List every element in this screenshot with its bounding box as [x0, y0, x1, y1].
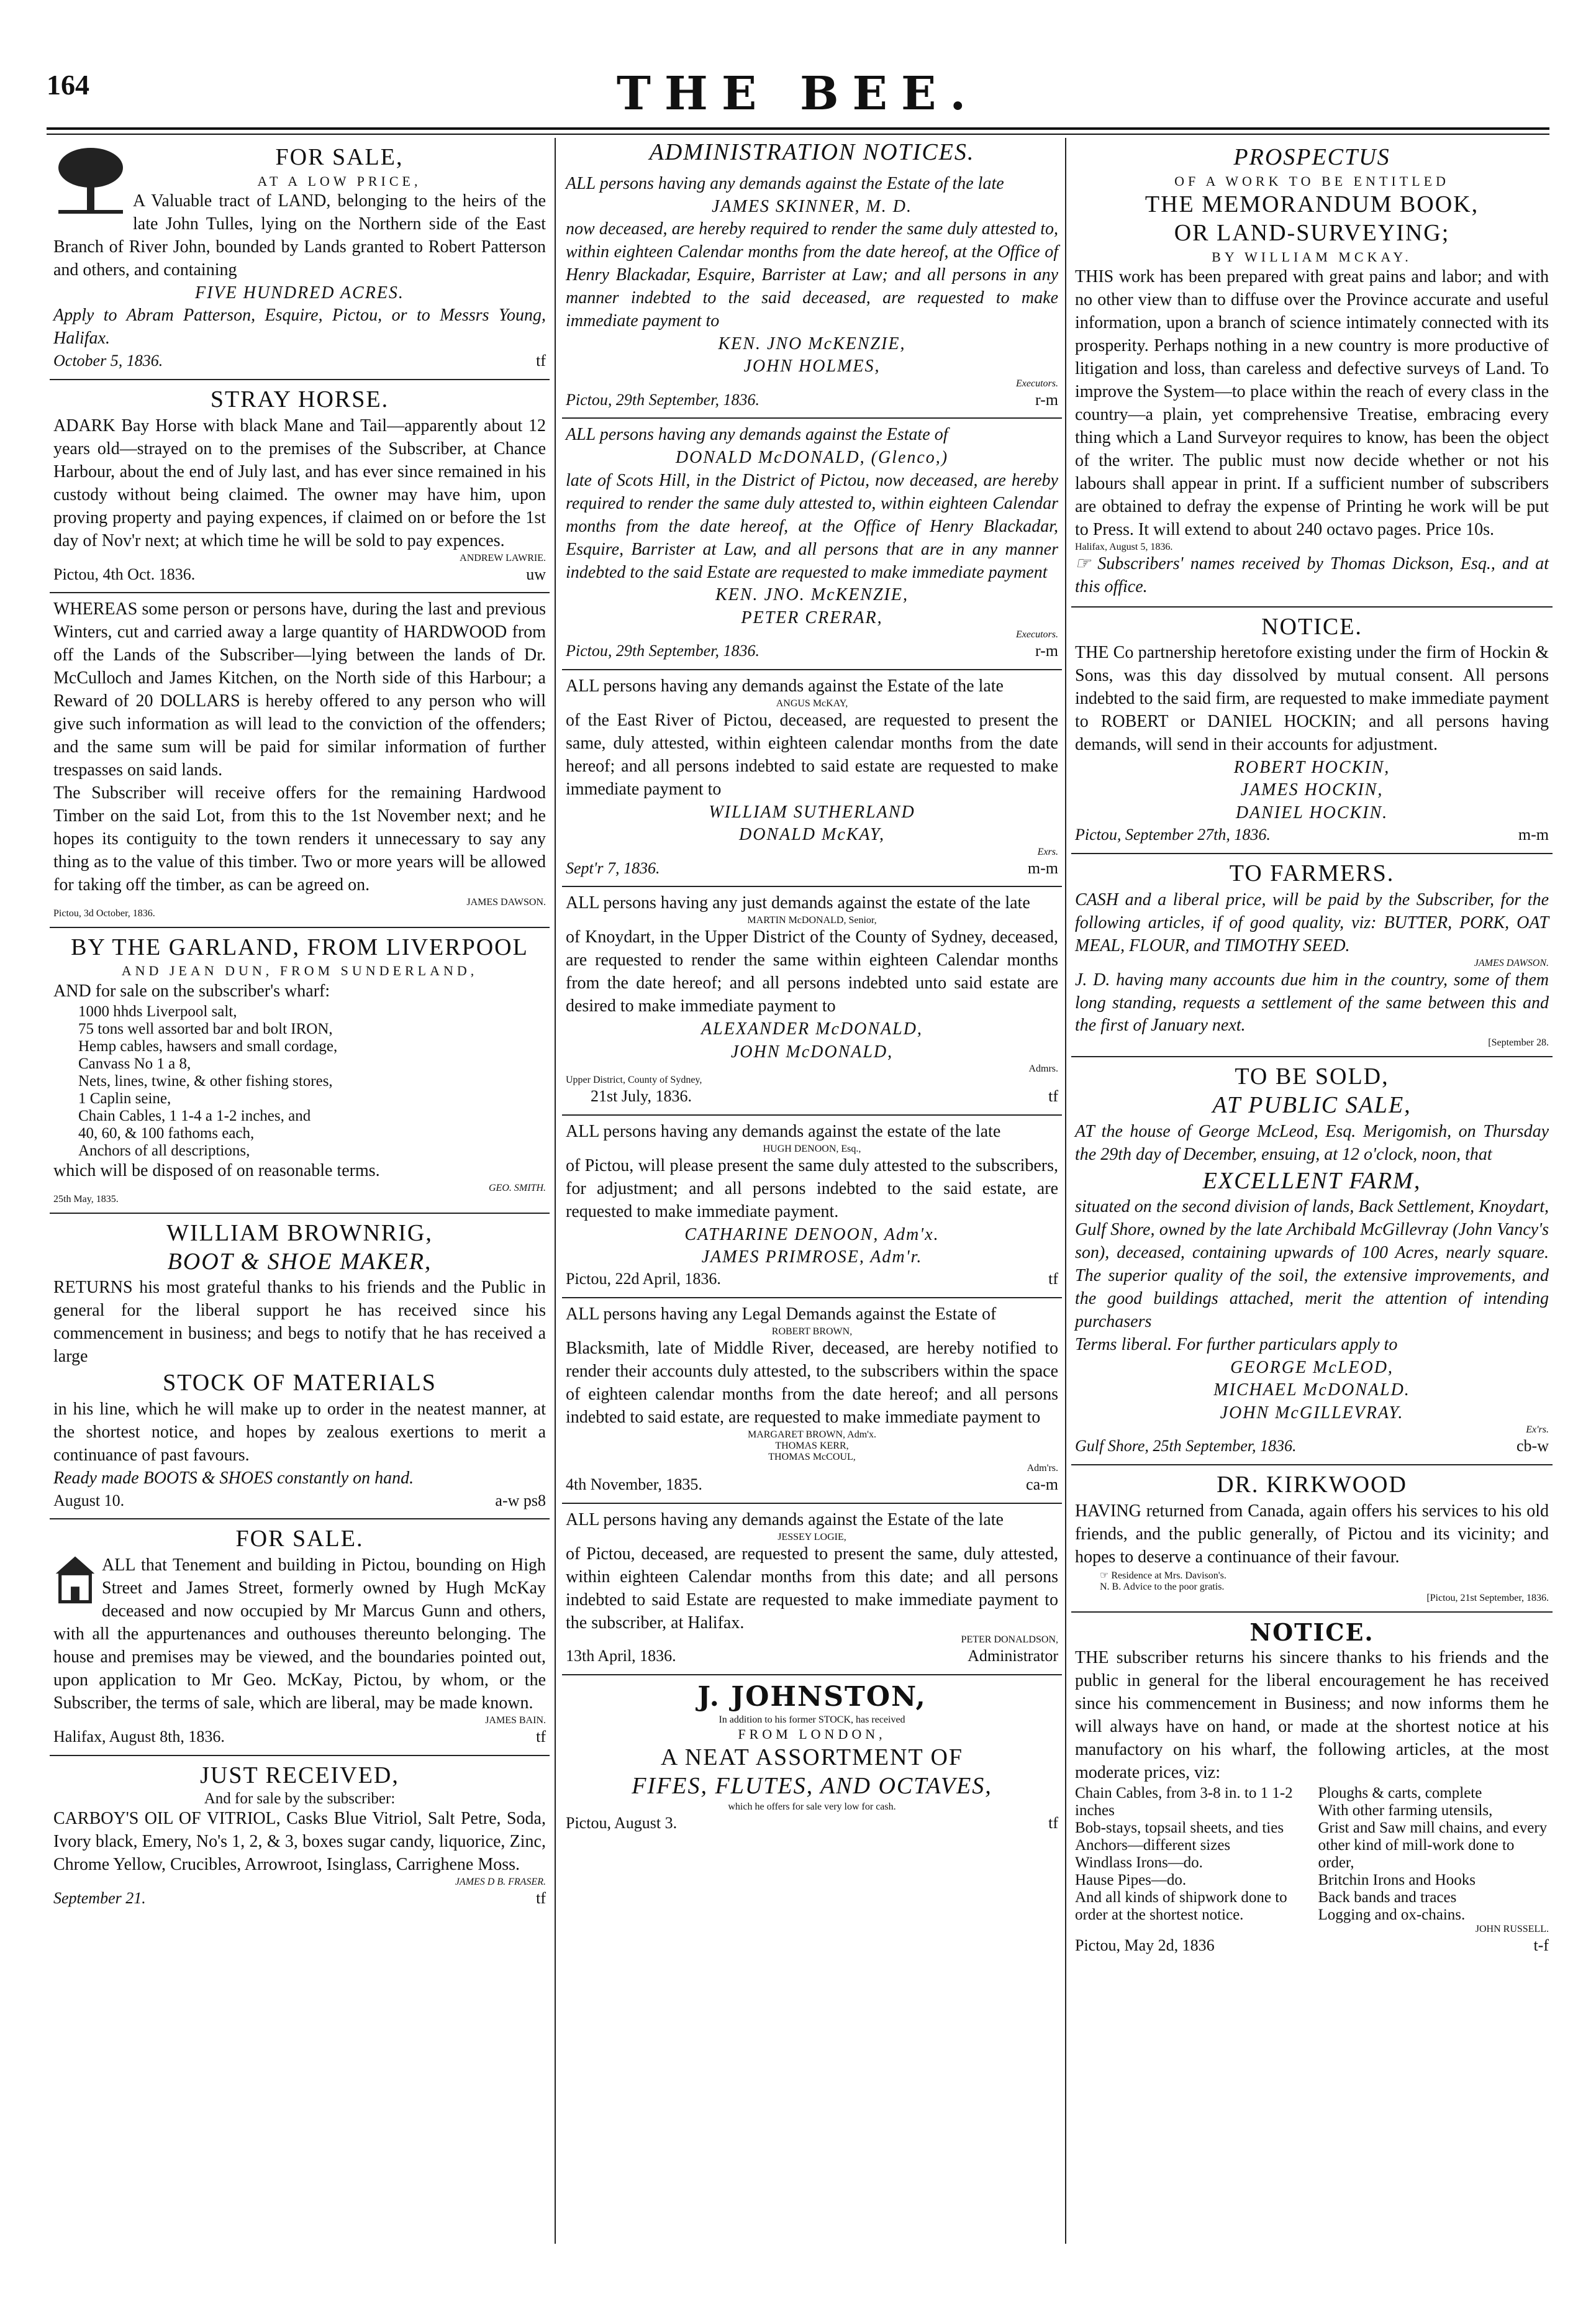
mark: tf — [1048, 1086, 1058, 1105]
signer: ANDREW LAWRIE. — [460, 552, 546, 563]
date: Pictou, 29th September, 1836. — [566, 642, 759, 660]
body-text: WHEREAS some person or persons have, during the last and previous Winters, cut and carried away a large quantity of HARDWOOD from off the Lands of the Subscriber—lying between the lands of Dr. McCulloch and James Kitchen, on the North side of this Harbour; a Reward of 20 DOLLARS is hereby offered to any person who will give such information as will lead to the conviction of the offenders; and the same sum will be paid for similar information of further trespasses on said lands. — [53, 599, 546, 780]
body-text-2: which he offers for sale very low for cash. — [728, 1801, 896, 1812]
list-item: Grist and Saw mill chains, and every other kind of mill-work done to order, — [1318, 1819, 1548, 1871]
heading: DR. KIRKWOOD — [1217, 1472, 1407, 1498]
partner: JAMES HOCKIN, — [1240, 780, 1384, 800]
ad-notice-russell — [1071, 1613, 1553, 1964]
intro: ALL persons having any demands against the Estate of the late — [566, 676, 1004, 696]
ad-garland — [50, 928, 550, 1214]
date: Pictou, August 3. — [566, 1813, 678, 1832]
date: [September 28. — [1488, 1037, 1549, 1049]
body-text: ADARK Bay Horse with black Mane and Tail—apparently about 12 years old—strayed on to the premises of the Subscriber, at Chance Harbour, about the end of July last, and has ever since remained in his custody without being claimed. The owner may have him, upon proving property and paying expences, if claimed on or before the 1st day of Nov'r next; at which time he will be sold to pay expences. — [53, 416, 546, 550]
heading: NOTICE. — [1249, 1618, 1374, 1646]
signer: GEO. SMITH. — [489, 1182, 546, 1193]
apply-text: Apply to Abram Patterson, Esquire, Pictou, or to Messrs Young, Halifax. — [53, 306, 546, 348]
list-item: Chain Cables, from 3-8 in. to 1 1-2 inches — [1075, 1784, 1293, 1819]
mark: m-m — [1027, 858, 1058, 877]
column-divider — [1065, 138, 1066, 2244]
list-item: Bob-stays, topsail sheets, and ties — [1075, 1819, 1284, 1836]
date: 13th April, 1836. — [566, 1647, 676, 1665]
intro: ALL persons having any demands against the Estate of — [566, 425, 948, 445]
role: Executors. — [1016, 629, 1058, 640]
executor: JOHN McGILLEVRAY. — [1220, 1403, 1404, 1423]
mark: tf — [536, 1889, 546, 1908]
list-item: With other farming utensils, — [1318, 1801, 1493, 1819]
list-item: Britchin Irons and Hooks — [1318, 1871, 1476, 1888]
role: Admrs. — [1028, 1063, 1058, 1074]
partner: ROBERT HOCKIN, — [1233, 758, 1390, 778]
role: Administrator — [968, 1647, 1058, 1665]
author: BY WILLIAM MCKAY. — [1212, 248, 1412, 265]
role: Ex'rs. — [1526, 1424, 1549, 1436]
notice-mckay — [562, 670, 1062, 887]
ad-whereas — [50, 593, 550, 927]
page-number: 164 — [47, 69, 89, 101]
mark: a-w ps8 — [495, 1491, 546, 1509]
date: Pictou, 22d April, 1836. — [566, 1270, 721, 1288]
deceased-name: MARTIN McDONALD, Senior, — [747, 915, 877, 926]
date: Pictou, September 27th, 1836. — [1075, 826, 1271, 844]
deceased-name: ROBERT BROWN, — [771, 1326, 853, 1337]
executor: JAMES PRIMROSE, Adm'r. — [701, 1247, 923, 1267]
mark: tf — [1048, 1270, 1058, 1288]
list-item: 40, 60, & 100 fathoms each, — [78, 1125, 255, 1142]
ad-prospectus — [1071, 138, 1553, 608]
executor: MARGARET BROWN, Adm'x. — [747, 1429, 877, 1440]
intro: AND for sale on the subscriber's wharf: — [53, 981, 330, 1001]
intro: ALL persons having any demands against the Estate of the late — [566, 1509, 1004, 1529]
ad-johnston — [562, 1675, 1062, 1841]
terms: Terms liberal. For further particulars apply to — [1075, 1335, 1398, 1355]
ad-notice-hockin — [1071, 608, 1553, 854]
list-item: Hemp cables, hawsers and small cordage, — [78, 1038, 338, 1055]
list-item: Anchors of all descriptions, — [78, 1142, 250, 1160]
body-text: HAVING returned from Canada, again offers his services to his old friends, and the public generally, of Pictou and its vicinity; and hopes to deserve a continuance of their favour. — [1075, 1501, 1549, 1567]
executor: ALEXANDER McDONALD, — [701, 1019, 923, 1039]
ad-for-sale-land — [50, 138, 550, 380]
heading: PROSPECTUS — [1233, 144, 1390, 170]
body-text: of Pictou, deceased, are requested to present the same, duly attested, within eighteen Calendar months from this date; and all persons indebted to said Estate are requested to make immediate payment to the subscriber, at Halifax. — [566, 1544, 1058, 1632]
outro: which will be disposed of on reasonable terms. — [53, 1161, 380, 1181]
list-item: And all kinds of shipwork done to order at the shortest notice. — [1075, 1888, 1287, 1923]
ready-made: Ready made BOOTS & SHOES constantly on hand. — [53, 1468, 414, 1488]
house-icon — [53, 1554, 97, 1604]
executor: MICHAEL McDONALD. — [1213, 1380, 1410, 1400]
mark: t-f — [1533, 1936, 1549, 1954]
signer: JAMES DAWSON. — [466, 896, 546, 908]
column-right — [1071, 138, 1553, 2262]
executor: DONALD McKAY, — [738, 825, 885, 845]
deceased-name: DONALD McDONALD, (Glenco,) — [675, 448, 949, 468]
column-middle — [562, 138, 1062, 2262]
notice-brown — [562, 1298, 1062, 1504]
body-text: ALL that Tenement and building in Pictou, bounding on High Street and James Street, formerly owned by Hugh McKay deceased and now occupied by Mr Marcus Gunn and others, with all the appurtenances and outhouses thereunto belonging. The house and premises may be viewed, and the boundaries pointed out, upon application to Mr Geo. McKay, Pictou, by whom, or the Subscriber, the terms of sale, which are liberal, may be made known. — [53, 1555, 546, 1713]
list-item: Back bands and traces — [1318, 1888, 1457, 1906]
residence: ☞ Residence at Mrs. Davison's. — [1100, 1570, 1226, 1581]
acres: FIVE HUNDRED ACRES. — [195, 283, 404, 303]
date: 21st July, 1836. — [591, 1086, 692, 1105]
role: Adm'rs. — [1027, 1462, 1058, 1473]
mark: r-m — [1035, 390, 1058, 409]
ad-to-farmers — [1071, 854, 1553, 1057]
subheading: OF A WORK TO BE ENTITLED — [1174, 173, 1449, 189]
body-text: THE subscriber returns his sincere thanks to his friends and the public in general for the liberal encouragement he has received since his commencement in Business; and now informs them he will always have on hand, or made at the shortest notice at his manufactory on his wharf, the following articles, at the most moderate prices, viz: — [1075, 1648, 1549, 1783]
date: Halifax, August 5, 1836. — [1075, 541, 1173, 552]
list-item: 1 Caplin seine, — [78, 1090, 171, 1108]
heading: JUST RECEIVED, — [200, 1762, 399, 1788]
subheading: AT A LOW PRICE, — [257, 173, 422, 189]
ad-stray-horse — [50, 380, 550, 593]
notice-logie — [562, 1504, 1062, 1676]
notice-martin-mcdonald — [562, 887, 1062, 1115]
date: Gulf Shore, 25th September, 1836. — [1075, 1437, 1297, 1455]
date: 4th November, 1835. — [566, 1475, 702, 1493]
date: October 5, 1836. — [53, 352, 163, 370]
heading: NOTICE. — [1261, 613, 1362, 640]
deceased-name: ANGUS McKAY, — [776, 698, 848, 709]
place: Upper District, County of Sydney, — [566, 1074, 702, 1085]
executor: KEN. JNO. McKENZIE, — [715, 585, 909, 605]
subheading: AND JEAN DUN, FROM SUNDERLAND, — [121, 963, 478, 979]
body-text-2: situated on the second division of lands, Back Settlement, Knoydart, Gulf Shore, owned by the late Archibald McGillevray (John Vancy's son), deceased, containing upwards of 100 Acres, nearly square. The superior quality of the soil, the extensive improvements, and the good buildings attached, merit the attention of intending purchasers — [1075, 1197, 1549, 1332]
body-text: of Knoydart, in the Upper District of the County of Sydney, deceased, are requested to render the same within eighteen Calendar months from the date hereof; and all persons indebted unto said estate are desired to make immediate payment to — [566, 927, 1058, 1016]
role: Exrs. — [1037, 846, 1058, 857]
executor: JOHN HOLMES, — [743, 357, 881, 376]
articles-right — [1318, 1785, 1549, 1924]
signer: JAMES BAIN. — [485, 1714, 546, 1726]
deceased-name: JAMES SKINNER, M. D. — [711, 196, 913, 216]
heading: TO BE SOLD, — [1235, 1063, 1389, 1090]
body-text: Blacksmith, late of Middle River, deceased, are hereby notified to render their accounts duly attested, to the subscribers within the space of eighteen calendar months from the date hereof; and all persons indebted to said estate, are requested to make immediate payment to — [566, 1339, 1058, 1427]
list-item: Hause Pipes—do. — [1075, 1871, 1187, 1888]
tree-icon — [53, 143, 128, 217]
heading: STRAY HORSE. — [210, 386, 389, 413]
masthead-rule-thin — [47, 134, 1549, 135]
executor: WILLIAM SUTHERLAND — [709, 802, 915, 822]
body-text: now deceased, are hereby required to render the same duly attested to, within eighteen Calendar months from the date hereof, at the Office of Henry Blackadar, Esquire, Barrister at Law; and all persons in any manner indebted to the said deceased, are requested to make immediate payment to — [566, 219, 1058, 330]
role: Executors. — [1016, 378, 1058, 389]
body-text: In addition to his former STOCK, has received — [719, 1714, 905, 1725]
date: Sept'r 7, 1836. — [566, 858, 660, 877]
body-text: THIS work has been prepared with great pains and labor; and with no other view than to diffuse over the Province accurate and useful information, upon a branch of science intimately connected with its prosperity. Perhaps nothing in a new country is more productive of litigation and loss, than careless and defective surveys of Land. To improve the System—to place within the reach of every class in the country—a plain, yet comprehensive Treatise, embracing every thing which a Land Surveyor requires to know, has been the object of the writer. The public must now decide whether or not his labours shall appear in print. If a sufficient number of subscribers are obtained to defray the expense of Printing he work will be put to Press. It will extend to about 240 octavo pages. Price 10s. — [1075, 267, 1549, 539]
heading: FOR SALE. — [235, 1526, 364, 1552]
executor: CATHARINE DENOON, Adm'x. — [684, 1224, 940, 1244]
heading: TO FARMERS. — [1229, 860, 1395, 887]
signer: JAMES D B. FRASER. — [455, 1877, 546, 1888]
body-text-2: in his line, which he will make up to order in the neatest manner, at the shortest notice, and hopes by zealous exertions to merit a continuance of past favours. — [53, 1399, 546, 1465]
mark: uw — [526, 565, 546, 583]
mark: r-m — [1035, 642, 1058, 660]
executor: PETER CRERAR, — [741, 608, 883, 627]
heading: FOR SALE, — [275, 144, 404, 170]
executor: THOMAS KERR, — [775, 1440, 849, 1451]
deceased-name: HUGH DENOON, Esq., — [763, 1143, 861, 1154]
body-text: CARBOY'S OIL OF VITRIOL, Casks Blue Vitriol, Salt Petre, Soda, Ivory black, Emery, No's 1, 2, & 3, boxes sugar candy, liquorice, Zinc, Chrome Yellow, Crucibles, Arrowroot, Isinglass, Carrighene Moss. — [53, 1809, 546, 1875]
signer: JAMES DAWSON. — [1474, 957, 1549, 968]
body-text: THE Co partnership heretofore existing under the firm of Hockin & Sons, was this day dissolved by mutual consent. All persons indebted to the said firm, are requested to make immediate payment to ROBERT or DANIEL HOCKIN; and all persons having demands, will send in their accounts for adjustment. — [1075, 643, 1549, 755]
body-text-2: The Subscriber will receive offers for the remaining Hardwood Timber on the said Lot, from this to the 1st November next; and he hopes its contiguity to the town renders it unnecessary to say any thing as to the value of this timber. Two or more years will be allowed for taking off the timber, as can be agreed on. — [53, 783, 546, 895]
executor: JOHN McDONALD, — [730, 1042, 894, 1062]
executor: KEN. JNO McKENZIE, — [718, 334, 906, 353]
mark: tf — [536, 1727, 546, 1746]
intro: ALL persons having any demands against the Estate of the late — [566, 173, 1004, 193]
signer: JOHN RUSSELL. — [1475, 1923, 1549, 1934]
date: Pictou, 29th September, 1836. — [566, 390, 759, 409]
list-item: Canvass No 1 a 8, — [78, 1055, 191, 1073]
mark: m-m — [1518, 826, 1549, 844]
body-text: of Pictou, will please present the same duly attested to the subscribers, for adjustment; and all persons indebted to the said estate, are requested to make immediate payment. — [566, 1155, 1058, 1221]
body-text: RETURNS his most grateful thanks to his friends and the Public in general for the liberal support he has received since his commencement in business; and begs to notify that he has received a large — [53, 1278, 546, 1367]
body-text: A Valuable tract of LAND, belonging to the heirs of the late John Tulles, lying on the Northern side of the East Branch of River John, bounded by Lands granted to Robert Patterson and others, and containing — [53, 191, 546, 280]
partner: DANIEL HOCKIN. — [1235, 803, 1389, 822]
heading: BY THE GARLAND, FROM LIVERPOOL — [71, 934, 528, 960]
line1: A NEAT ASSORTMENT OF — [660, 1744, 964, 1771]
mark: tf — [1048, 1813, 1058, 1832]
intro: ALL persons having any just demands against the estate of the late — [566, 893, 1030, 913]
notice-skinner — [562, 168, 1062, 419]
intro: ALL persons having any demands against the estate of the late — [566, 1121, 1001, 1141]
notice-mcdonald — [562, 419, 1062, 670]
articles-left — [1075, 1785, 1306, 1924]
list-item: Ploughs & carts, complete — [1318, 1784, 1482, 1801]
pointing-hand-icon: ☞ — [1075, 553, 1098, 573]
executor: GEORGE McLEOD, — [1230, 1358, 1394, 1378]
intro: ALL persons having any Legal Demands against the Estate of — [566, 1305, 997, 1324]
body-text: late of Scots Hill, in the District of Pictou, now deceased, are hereby required to render the same duly attested to, within eighteen Calendar months from the date hereof, at the Office of Henry Blackadar, Esquire, Barrister at Law, and all persons that are in any manner indebted to the said Estate are requested to make immediate payment — [566, 470, 1058, 582]
items-list — [53, 1003, 546, 1160]
list-item: 1000 hhds Liverpool salt, — [78, 1003, 237, 1021]
book-title: THE MEMORANDUM BOOK, — [1145, 191, 1479, 218]
list-item: Nets, lines, twine, & other fishing stores, — [78, 1073, 333, 1090]
body-text: CASH and a liberal price, will be paid by the Subscriber, for the following articles, if of good quality, viz: BUTTER, PORK, OAT MEAL, FLOUR, and TIMOTHY SEED. — [1075, 890, 1549, 955]
ad-for-sale-tenement — [50, 1519, 550, 1755]
subheading: BOOT & SHOE MAKER, — [167, 1248, 432, 1275]
subheading: And for sale by the subscriber: — [204, 1790, 396, 1808]
mark: ca-m — [1026, 1475, 1058, 1493]
masthead-title: THE BEE. — [616, 67, 980, 121]
deceased-name: JESSEY LOGIE, — [778, 1531, 846, 1542]
subheading: AT PUBLIC SALE, — [1212, 1092, 1412, 1119]
heading: J. JOHNSTON, — [697, 1681, 927, 1713]
ad-just-received — [50, 1756, 550, 1916]
list-item: Chain Cables, 1 1-4 a 1-2 inches, and — [78, 1108, 311, 1125]
list-item: Anchors—different sizes — [1075, 1836, 1231, 1854]
masthead-rule — [47, 127, 1549, 130]
date: Pictou, 4th Oct. 1836. — [53, 565, 196, 583]
date: 25th May, 1835. — [53, 1193, 119, 1204]
ad-kirkwood — [1071, 1465, 1553, 1613]
date: Halifax, August 8th, 1836. — [53, 1727, 225, 1746]
articles-list — [1075, 1785, 1549, 1924]
nota-bene: N. B. Advice to the poor gratis. — [1100, 1581, 1225, 1592]
book-title-2: OR LAND-SURVEYING; — [1174, 219, 1450, 246]
section-heading: ADMINISTRATION NOTICES. — [649, 139, 975, 165]
date: Pictou, May 2d, 1836 — [1075, 1936, 1215, 1954]
notice-denoon — [562, 1116, 1062, 1298]
pointing-hand-icon: ☞ — [1100, 1570, 1112, 1581]
ad-brownrig — [50, 1214, 550, 1519]
from: FROM LONDON, — [738, 1726, 886, 1742]
farm-heading: EXCELLENT FARM, — [1202, 1167, 1421, 1194]
list-item: Logging and ox-chains. — [1318, 1906, 1466, 1923]
mark: cb-w — [1517, 1437, 1549, 1455]
body-text: of the East River of Pictou, deceased, are requested to present the same, duly attested, within eighteen calendar months from the date hereof; and all persons indebted to said estate are requested to make immediate payment to — [566, 711, 1058, 799]
stock-heading: STOCK OF MATERIALS — [163, 1370, 437, 1396]
mark: tf — [536, 352, 546, 370]
body-text: AT the house of George McLeod, Esq. Merigomish, on Thursday the 29th day of December, ensuing, at 12 o'clock, noon, that — [1075, 1121, 1549, 1164]
signer: PETER DONALDSON, — [961, 1634, 1058, 1646]
ad-to-be-sold — [1071, 1057, 1553, 1465]
date: September 21. — [53, 1889, 146, 1908]
subscribers-note: ☞ Subscribers' names received by Thomas Dickson, Esq., and at this office. — [1075, 553, 1549, 596]
line2: FIFES, FLUTES, AND OCTAVES, — [632, 1773, 992, 1800]
list-item: Windlass Irons—do. — [1075, 1854, 1203, 1871]
date: Pictou, 3d October, 1836. — [53, 908, 155, 919]
date: August 10. — [53, 1491, 125, 1509]
heading: WILLIAM BROWNRIG, — [166, 1219, 433, 1246]
date: [Pictou, 21st September, 1836. — [1426, 1592, 1549, 1603]
body-text-2: J. D. having many accounts due him in the country, some of them long standing, requests a settlement of the same between this and the first of January next. — [1075, 970, 1549, 1036]
column-left — [50, 138, 550, 2262]
executor: THOMAS McCOUL, — [768, 1451, 856, 1462]
column-divider — [555, 138, 556, 2244]
list-item: 75 tons well assorted bar and bolt IRON, — [78, 1021, 333, 1038]
